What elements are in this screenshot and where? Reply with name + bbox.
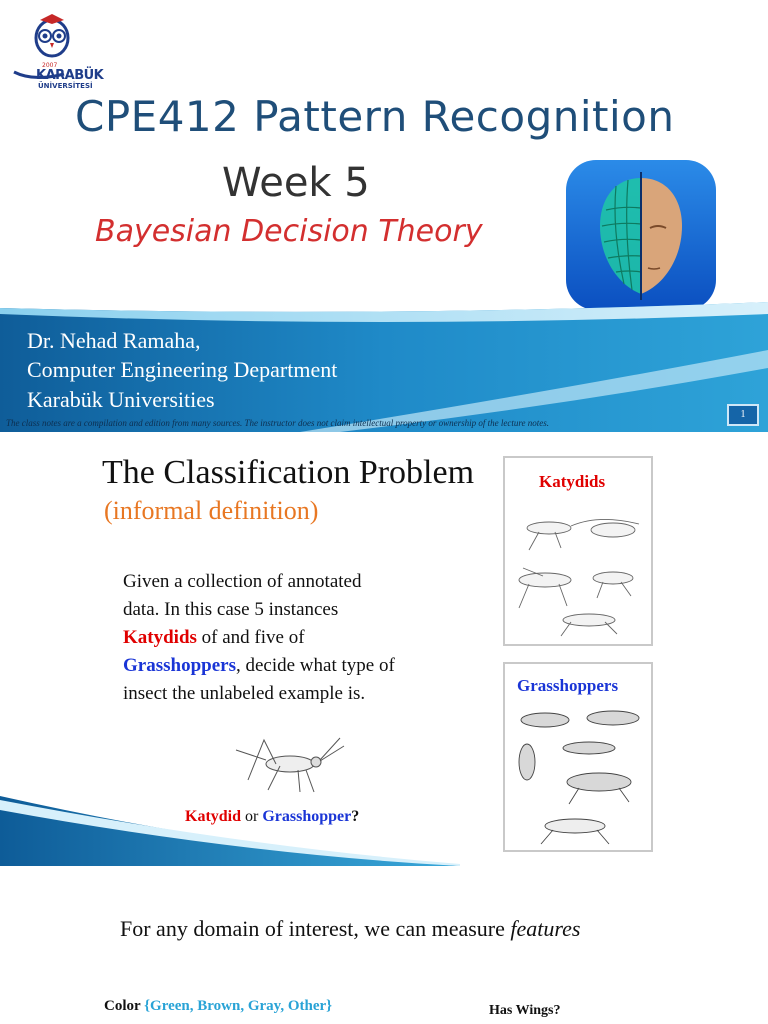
katydids-panel-label: Katydids: [539, 472, 606, 491]
question-grasshopper: Grasshopper: [262, 808, 352, 825]
grasshoppers-images: [509, 704, 649, 850]
page-number-badge: 1: [727, 404, 759, 426]
logo-year: 2007: [42, 62, 58, 69]
unlabeled-insect-image: [228, 720, 348, 800]
university: Karabük Universities: [27, 387, 215, 412]
features-slide: [0, 866, 768, 1024]
course-title: CPE412 Pattern Recognition: [75, 92, 675, 141]
wings-feature: Has Wings?: [489, 1003, 561, 1018]
lecture-subtitle: Bayesian Decision Theory: [95, 214, 483, 249]
katydids-term: Katydids: [123, 627, 197, 648]
color-values: {Green, Brown, Gray, Other}: [144, 998, 333, 1014]
question-katydid: Katydid: [185, 808, 242, 825]
description-line-5: insect the unlabeled example is.: [123, 683, 366, 704]
university-logo: [4, 10, 104, 90]
grasshoppers-panel: [503, 662, 653, 852]
department: Computer Engineering Department: [27, 357, 338, 382]
slide-title: The Classification Problem: [102, 454, 475, 491]
grasshoppers-panel-label: Grasshoppers: [517, 676, 619, 695]
slide-subtitle: (informal definition): [104, 496, 319, 525]
description-line-3: Katydids of and five of: [123, 627, 305, 648]
description-line-2: data. In this case 5 instances: [123, 599, 339, 620]
description: [123, 568, 395, 708]
description-line-4: Grasshoppers, decide what type of: [123, 655, 395, 676]
katydids-images: [509, 510, 649, 640]
face-recognition-icon: [566, 160, 716, 310]
title-slide: [0, 0, 768, 432]
logo-subname: ÜNİVERSİTESİ: [38, 82, 93, 90]
classification-slide: [0, 440, 768, 866]
features-heading: For any domain of interest, we can measure features: [120, 916, 581, 941]
author-name: Dr. Nehad Ramaha,: [27, 328, 201, 353]
grasshoppers-term: Grasshoppers: [123, 655, 236, 676]
color-feature: Color {Green, Brown, Gray, Other}: [104, 998, 333, 1014]
question: Katydid or Grasshopper?: [185, 808, 360, 825]
katydids-panel: [503, 456, 653, 646]
disclaimer-text: The class notes are a compilation and edition from many sources. The instructor does not claim intellectual property or ownership of the lecture notes.: [6, 418, 550, 428]
logo-name: KARABÜK: [36, 68, 104, 83]
week-label: Week 5: [222, 160, 370, 206]
description-line-1: Given a collection of annotated: [123, 571, 362, 592]
